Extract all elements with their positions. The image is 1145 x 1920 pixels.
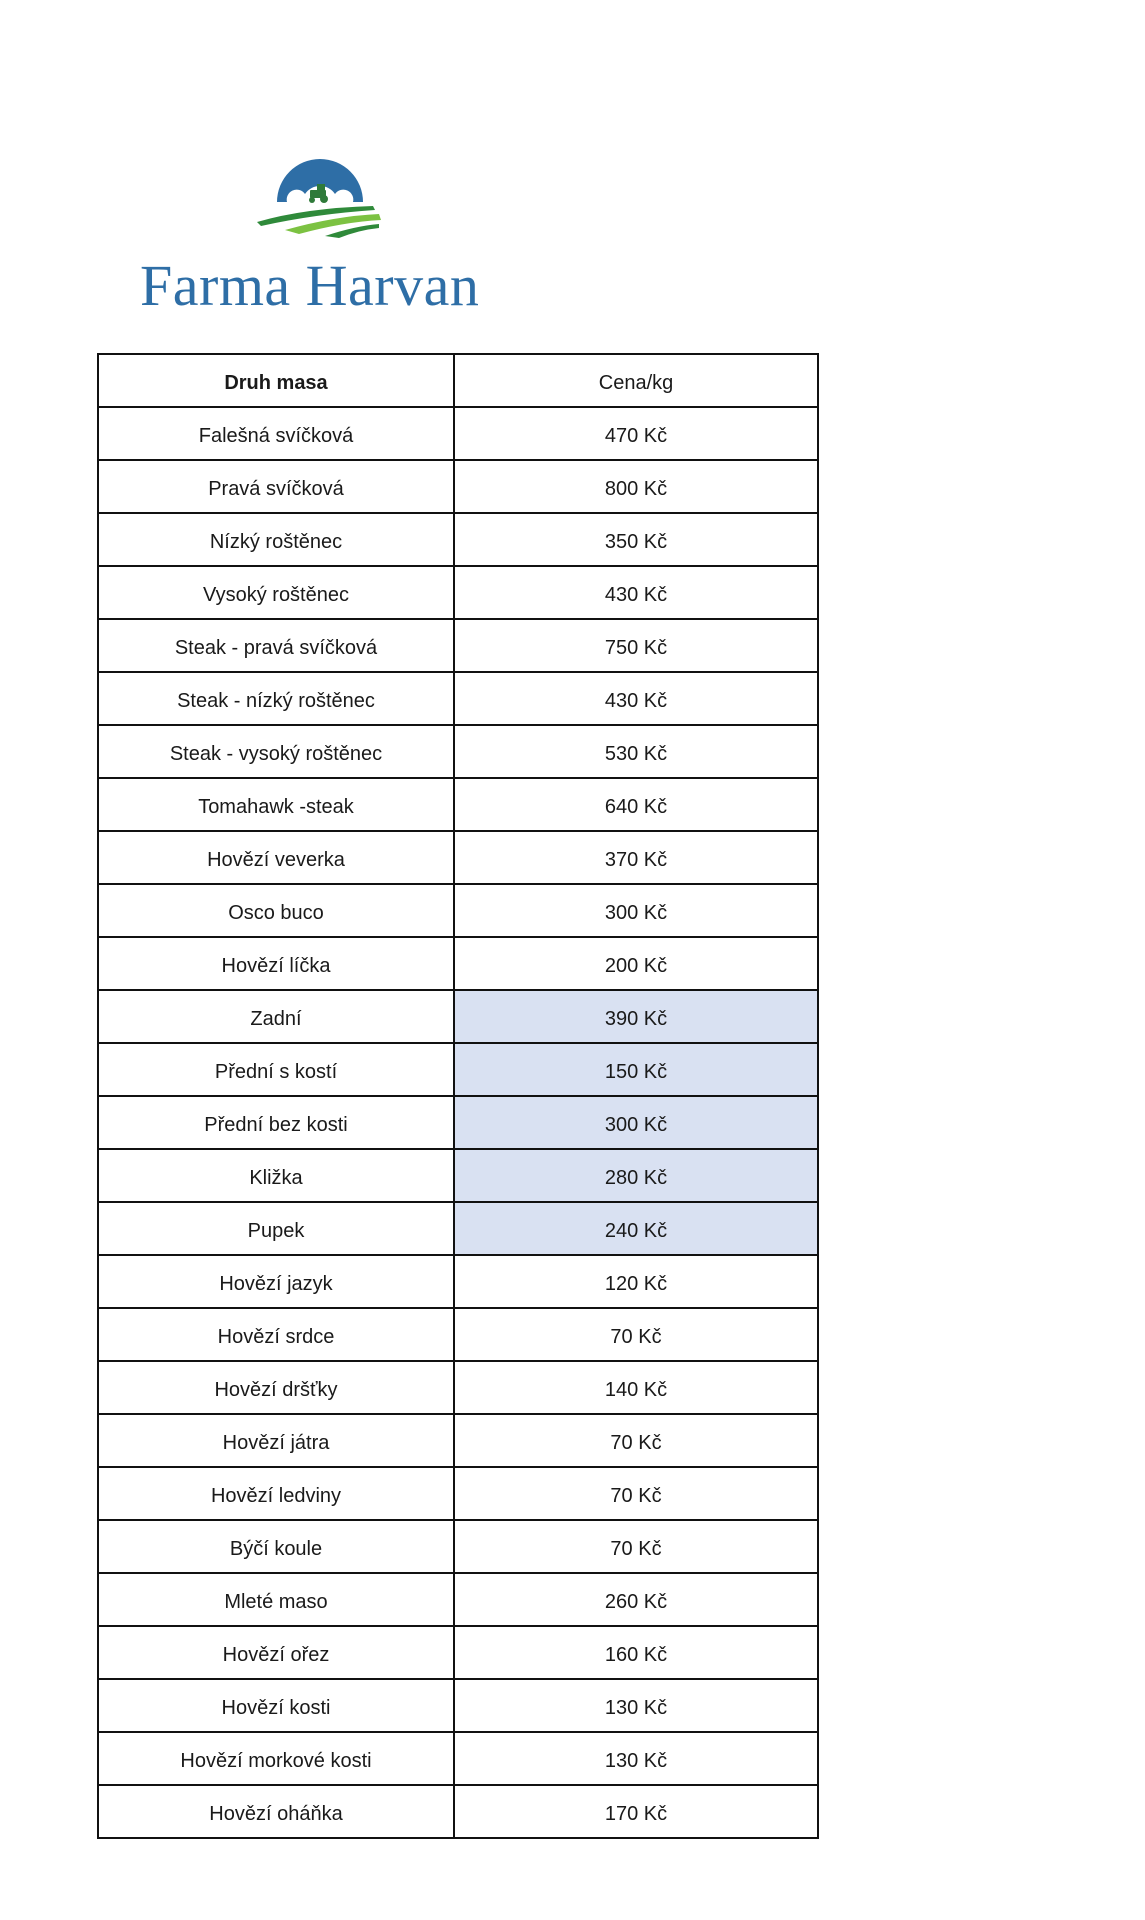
table-row [98, 1467, 818, 1520]
meat-name-cell: Steak - vysoký roštěnec [98, 725, 454, 778]
price-cell: 160 Kč [454, 1626, 818, 1679]
table-row [98, 831, 818, 884]
price-cell-highlighted: 280 Kč [454, 1149, 818, 1202]
meat-name-cell: Vysoký roštěnec [98, 566, 454, 619]
table-row [98, 1096, 818, 1149]
meat-name-cell: Hovězí ledviny [98, 1467, 454, 1520]
price-cell-highlighted: 240 Kč [454, 1202, 818, 1255]
price-cell: 140 Kč [454, 1361, 818, 1414]
table-row [98, 1679, 818, 1732]
price-cell: 70 Kč [454, 1467, 818, 1520]
meat-name-cell: Hovězí ořez [98, 1626, 454, 1679]
price-cell: 370 Kč [454, 831, 818, 884]
price-cell-highlighted: 150 Kč [454, 1043, 818, 1096]
farm-logo [255, 150, 385, 240]
table-row [98, 937, 818, 990]
table-row [98, 672, 818, 725]
price-table [97, 353, 819, 1839]
table-row [98, 460, 818, 513]
price-cell: 200 Kč [454, 937, 818, 990]
table-row [98, 513, 818, 566]
table-row [98, 1732, 818, 1785]
table-row [98, 1149, 818, 1202]
table-row [98, 619, 818, 672]
brand-name: Farma Harvan [140, 253, 480, 318]
table-row [98, 1414, 818, 1467]
table-row [98, 1626, 818, 1679]
meat-name-cell: Nízký roštěnec [98, 513, 454, 566]
price-cell: 470 Kč [454, 407, 818, 460]
meat-name-cell: Hovězí líčka [98, 937, 454, 990]
meat-name-cell: Hovězí jazyk [98, 1255, 454, 1308]
header-price-per-kg: Cena/kg [454, 354, 818, 407]
price-cell: 640 Kč [454, 778, 818, 831]
price-cell: 70 Kč [454, 1414, 818, 1467]
table-row [98, 1785, 818, 1838]
price-cell: 130 Kč [454, 1679, 818, 1732]
price-cell: 530 Kč [454, 725, 818, 778]
meat-name-cell: Pupek [98, 1202, 454, 1255]
meat-name-cell: Hovězí srdce [98, 1308, 454, 1361]
meat-name-cell: Zadní [98, 990, 454, 1043]
table-row [98, 1361, 818, 1414]
price-cell: 170 Kč [454, 1785, 818, 1838]
table-row [98, 1573, 818, 1626]
table-row [98, 407, 818, 460]
table-row [98, 990, 818, 1043]
price-cell: 70 Kč [454, 1520, 818, 1573]
meat-name-cell: Hovězí morkové kosti [98, 1732, 454, 1785]
table-row [98, 778, 818, 831]
tractor-field-icon [255, 150, 385, 240]
table-row [98, 566, 818, 619]
table-row [98, 1043, 818, 1096]
table-row [98, 725, 818, 778]
price-cell: 300 Kč [454, 884, 818, 937]
meat-name-cell: Falešná svíčková [98, 407, 454, 460]
price-cell: 120 Kč [454, 1255, 818, 1308]
meat-name-cell: Hovězí kosti [98, 1679, 454, 1732]
price-cell: 130 Kč [454, 1732, 818, 1785]
meat-name-cell: Tomahawk -steak [98, 778, 454, 831]
price-cell: 430 Kč [454, 566, 818, 619]
meat-name-cell: Kližka [98, 1149, 454, 1202]
meat-name-cell: Hovězí játra [98, 1414, 454, 1467]
meat-name-cell: Býčí koule [98, 1520, 454, 1573]
table-header-row [98, 354, 818, 407]
price-cell-highlighted: 300 Kč [454, 1096, 818, 1149]
meat-name-cell: Hovězí oháňka [98, 1785, 454, 1838]
meat-name-cell: Přední bez kosti [98, 1096, 454, 1149]
meat-name-cell: Osco buco [98, 884, 454, 937]
price-cell: 350 Kč [454, 513, 818, 566]
table-row [98, 1202, 818, 1255]
price-cell-highlighted: 390 Kč [454, 990, 818, 1043]
table-row [98, 884, 818, 937]
meat-name-cell: Steak - nízký roštěnec [98, 672, 454, 725]
meat-name-cell: Hovězí dršťky [98, 1361, 454, 1414]
meat-name-cell: Mleté maso [98, 1573, 454, 1626]
table-row [98, 1308, 818, 1361]
price-cell: 430 Kč [454, 672, 818, 725]
header-meat-type: Druh masa [98, 354, 454, 407]
meat-name-cell: Steak - pravá svíčková [98, 619, 454, 672]
price-cell: 70 Kč [454, 1308, 818, 1361]
table-row [98, 1520, 818, 1573]
price-cell: 260 Kč [454, 1573, 818, 1626]
price-cell: 800 Kč [454, 460, 818, 513]
meat-name-cell: Přední s kostí [98, 1043, 454, 1096]
meat-name-cell: Pravá svíčková [98, 460, 454, 513]
table-row [98, 1255, 818, 1308]
meat-name-cell: Hovězí veverka [98, 831, 454, 884]
price-cell: 750 Kč [454, 619, 818, 672]
